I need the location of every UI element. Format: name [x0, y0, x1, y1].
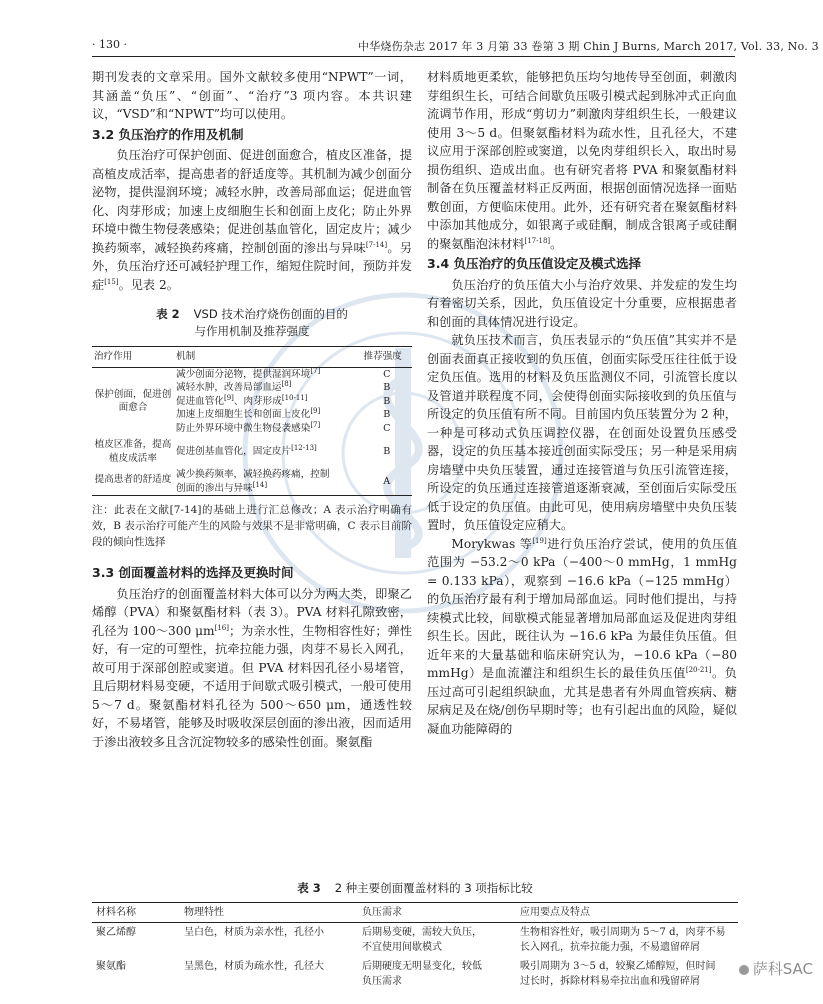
table-row: 聚氨酯 呈黑色，材质为疏水性，孔径大 后期硬度无明显变化，较低 负压需求 吸引周期为 3～5 d，较聚乙烯醇短，但时间 过长时，拆除材料易牵拉出血和残留碎屑 — [96, 961, 716, 987]
table2-caption: 表 2 VSD 技术治疗烧伤创面的目的 与作用机制及推荐强度 — [156, 307, 348, 338]
paragraph: 材料质地更柔软，能够把负压均匀地传导至创面，刺激肉芽组织生长，可结合间歇负压吸引模式起到脉冲式正向血流调节作用，形成“剪切力”刺激肉芽组织生长，一般建议使用 3～5 d。但聚氨酯材料为疏水性，且孔径大，不建议应用于深部创腔或窦道，以免肉芽组织长入，取出时易损伤组织、造成出血。也有研究者将 PVA 和聚氨酯材料制备在负压覆盖材料正反两面，根据创面情况选择一面贴敷创面，方便临床使用。此外，还有研究者在聚氨酯材料中添加其他成分，如银离子或硅酮，制成含银离子或硅酮的聚氨酯泡沫材料[17-18]。 — [427, 70, 737, 251]
table3-caption: 表 3 2 种主要创面覆盖材料的 3 项指标比较 — [297, 881, 533, 895]
paragraph: 就负压技术而言，负压表显示的“负压值”其实并不是创面表面真正接收到的负压值，创面实际受压往往低于设定负压值。选用的材料及负压监测仪不同，引流管长度以及管道并联程度不同，会使得创面实际接收到的负压值与所设定的负压值有所不同。目前国内负压装置分为 2 种，一种是可移动式负压调控仪器，在创面处设置负压感受器，设定的负压基本接近创面实际受压；另一种是采用病房墙壁中央负压装置，通过连接管道与负压引流管连接，所设定的负压通过连接管道逐渐衰减，至创面后实际受压低于设定的负压值。由此可见，使用病房墙壁中央负压装置时，负压值设定应稍大。 — [427, 333, 737, 532]
page-number: · 130 · — [92, 38, 127, 51]
table-row: 减轻水肿，改善局部血运[8] B — [176, 379, 391, 393]
table-header: 应用要点及特点 — [516, 903, 738, 923]
table2 — [92, 346, 412, 496]
table-row: 提高患者的舒适度 减少换药频率，减轻换药疼痛，控制 创面的渗出与异味[14] A — [92, 468, 412, 496]
brand-watermark: 萨科SAC — [739, 958, 813, 979]
table-row: 防止外界环境中微生物侵袭感染[7] C — [176, 420, 391, 434]
table-header: 机制 — [174, 347, 362, 368]
wechat-icon — [739, 965, 749, 975]
paragraph: 负压治疗的创面覆盖材料大体可以分为两大类，即聚乙烯醇（PVA）和聚氨酯材料（表 3）。PVA 材料孔隙致密，孔径为 100～300 μm[16]；为亲水性，生物相容性好；弹性好，有一定的可塑性，抗牵拉能力强，肉芽不易长入网孔，故可用于深部创腔或窦道。但 PVA 材料因孔径小易堵管，且后期材料易变硬，不适用于间歇式吸引模式，一般可使用 5～7 d。聚氨酯材料孔径为 500～650 μm，通透性较好，不易堵管，能够及时吸收深层创面的渗出液，因而适用于渗出液较多且含沉淀物较多的感染性创面。聚氨酯 — [92, 586, 413, 749]
table-header: 材料名称 — [92, 903, 180, 923]
table3-section — [92, 880, 738, 991]
paragraph: 负压治疗的负压值大小与治疗效果、并发症的发生均有着密切关系，因此，负压值设定十分重要，应根据患者和创面的具体情况进行设定。 — [427, 277, 737, 329]
table-header: 物理特性 — [180, 903, 358, 923]
section-heading-3-4: 3.4 负压治疗的负压值设定及模式选择 — [427, 256, 641, 271]
table-header: 推荐强度 — [362, 347, 412, 368]
table2-note: 注：此表在文献[7-14]的基础上进行汇总修改；A 表示治疗明确有效，B 表示治疗可能产生的风险与效果不是非常明确，C 表示目前阶段的倾向性选择 — [92, 504, 412, 548]
table-row: 植皮区准备，提高植皮成活率 促进创基血管化，固定皮片[12-13] B — [94, 439, 391, 464]
paragraph: 期刊发表的文章采用。国外文献较多使用“NPWT”一词，其涵盖“负压”、“创面”、“治疗”3 项内容。本共识建议，“VSD”和“NPWT”均可以使用。 — [92, 70, 412, 121]
paragraph: Morykwas 等[19]进行负压治疗尝试，使用的负压值范围为 −53.2～0 kPa（−400～0 mmHg，1 mmHg = 0.133 kPa），观察到 −16.6 kPa（−125 mmHg）的负压治疗最有利于增加局部血运。同时他们提出，与持续模式比较，间歇模式能显著增加局部血运及促进肉芽组织生长。因此，既往认为 −16.6 kPa 为最佳负压值。但近年来的大量基础和临床研究认为，−10.6 kPa（−80 mmHg）是血流灌注和组织生长的最佳负压值[20-21]。负压过高可引起组织缺血，尤其是患者有外周血管疾病、糖尿病足及在烧/创伤早期时等；也有引起出血的风险，疑似凝血功能障碍的 — [427, 536, 738, 736]
table3 — [92, 902, 738, 991]
table-header: 负压需求 — [358, 903, 516, 923]
right-column — [427, 68, 737, 738]
table-row: 促进血管化[9]、肉芽形成[10-11] B — [176, 393, 391, 407]
table-header: 治疗作用 — [92, 347, 174, 368]
left-column — [92, 68, 412, 751]
journal-header: 中华烧伤杂志 2017 年 3 月第 33 卷第 3 期 Chin J Burns, March 2017, Vol. 33, No. 3 — [358, 40, 819, 53]
section-heading-3-3: 3.3 创面覆盖材料的选择及更换时间 — [92, 565, 294, 580]
table-row: 加速上皮细胞生长和创面上皮化[9] B — [176, 406, 391, 420]
section-heading-3-2: 3.2 负压治疗的作用及机制 — [92, 126, 244, 142]
header-rule — [92, 56, 735, 57]
paragraph: 负压治疗可保护创面、促进创面愈合，植皮区准备，提高植皮成活率，提高患者的舒适度等。其机制为减少创面分泌物，提供湿润环境；减轻水肿，改善局部血运；促进血管化、肉芽形成；加速上皮细胞生长和创面上皮化；防止外界环境中微生物侵袭感染；促进创基血管化，固定皮片；减少换药频率，减轻换药疼痛，控制创面的渗出与异味[7-14]。另外，负压治疗还可减轻护理工作，缩短住院时间，预防并发症[15]。见表 2。 — [92, 148, 413, 292]
table-row: 保护创面，促进创面愈合 减少创面分泌物，提供湿润环境[7] C — [94, 366, 391, 414]
table-row: 聚乙烯醇 呈白色，材质为亲水性，孔径小 后期易变硬，需较大负压， 不宜使用间歇模式 生物相容性好，吸引周期为 5～7 d，肉芽不易 长入网孔，抗牵拉能力强，不易遗留碎屑 — [96, 927, 726, 953]
